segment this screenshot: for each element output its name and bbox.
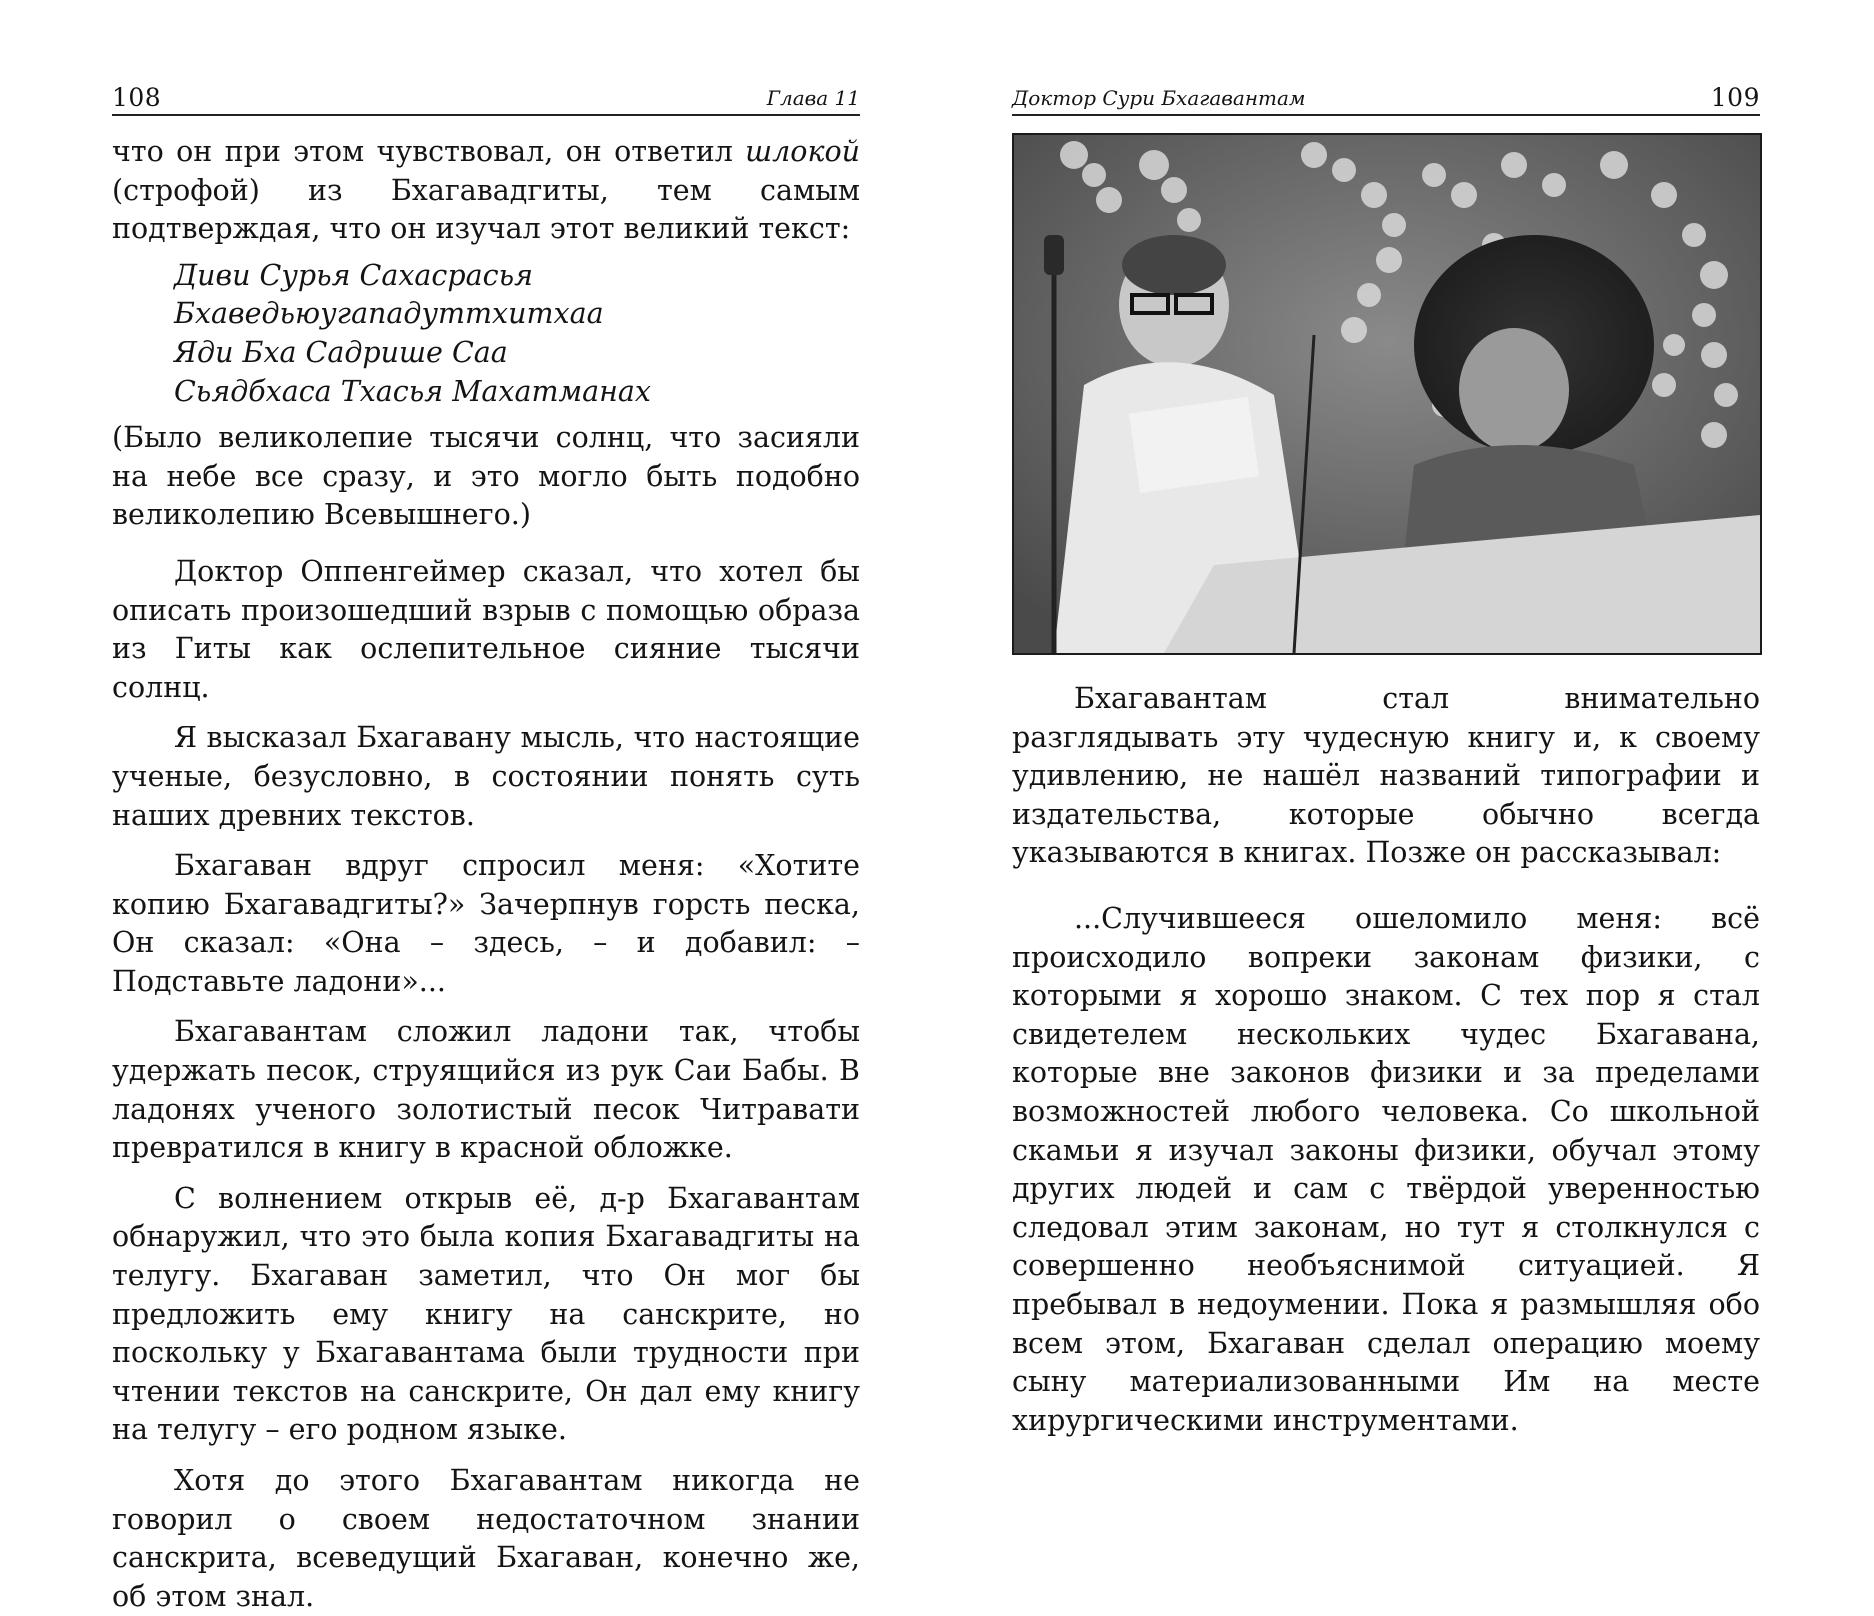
quote-paragraph: ...Случившееся ошеломило меня: всё происходило вопреки законам физики, с которыми я хорошо знаком. С тех пор я стал свидетелем нескольких чудес Бхагавана, которые вне законов физики и за пределами возможностей любого человека. Со школьной скамьи я изучал законы физики, обучал этому других людей и сам с твёрдой уверенностью следовал этим законам, но тут я столкнулся с совершенно необъяснимой ситуацией. Я пребывал в недоумении. Пока я размышляя обо всем этом, Бхагаван сделал операцию моему сыну материализованными Им на месте хирургическими инструментами.: [1012, 902, 1760, 1437]
left-text-block: [112, 133, 860, 1616]
paragraph: Доктор Оппенгеймер сказал, что хотел бы описать произошедший взрыв с помощью образа из Гиты как ослепительное сияние тысячи солнц.: [112, 554, 860, 704]
page-number: 108: [112, 83, 162, 112]
verse-line: Сьядбхаса Тхасья Махатманах: [174, 374, 651, 408]
paragraph: Бхагаван вдруг спросил меня: «Хотите копию Бхагавадгиты?» Зачерпнув горсть песка, Он сказал: «Она – здесь, – и добавил: – Подставьте ладони»...: [112, 849, 860, 998]
page-number: 109: [1710, 83, 1760, 112]
photograph-icon: [1012, 133, 1762, 655]
running-head: Глава 11: [766, 86, 860, 110]
quote-block: [1012, 900, 1760, 1440]
verse-line: Бхаведьюугападуттхитхаа: [174, 297, 604, 331]
running-head: Доктор Сури Бхагавантам: [1012, 86, 1306, 110]
paragraph: Бхагавантам стал внимательно разглядывать эту чудесную книгу и, к своему удивлению, не нашёл названий типографии и издательства, которые обычно всегда указываются в книгах. Позже он рассказывал:: [1012, 682, 1760, 870]
intro-rest: (строфой) из Бхагавадгиты, тем самым подтверждая, что он изучал этот великий текст:: [112, 173, 860, 246]
verse-line: Яди Бха Садрише Саа: [174, 335, 508, 369]
paragraph: Бхагавантам сложил ладони так, чтобы удержать песок, струящийся из рук Саи Бабы. В ладонях ученого золотистый песок Читравати превратился в книгу в красной обложке.: [112, 1015, 860, 1165]
intro-italic: шлокой: [745, 135, 860, 168]
verse-translation: (Было великолепие тысячи солнц, что засияли на небе все сразу, и это могло быть подобно великолепию Всевышнего.): [112, 421, 860, 532]
right-text-block: [1012, 680, 1760, 873]
right-page-header: [1012, 76, 1760, 116]
verse-line: Диви Сурья Сахасрасья: [174, 258, 533, 292]
paragraph: С волнением открыв её, д-р Бхагавантам обнаружил, что это была копия Бхагавадгиты на телугу. Бхагаван заметил, что Он мог бы предложить ему книгу на санскрите, но поскольку у Бхагавантама были трудности при чтении текстов на санскрите, Он дал ему книгу на телугу – его родном языке.: [112, 1181, 860, 1447]
intro-text: что он при этом чувствовал, он ответил: [112, 135, 746, 168]
sanskrit-verse: [174, 257, 860, 411]
paragraph: Хотя до этого Бхагавантам никогда не говорил о своем недостаточном знании санскрита, всеведущий Бхагаван, конечно же, об этом знал.: [112, 1464, 860, 1613]
paragraph: Я высказал Бхагавану мысль, что настоящие ученые, безусловно, в состоянии понять суть наших древних текстов.: [112, 721, 860, 832]
left-page-header: [112, 76, 860, 116]
intro-paragraph: [112, 133, 860, 249]
